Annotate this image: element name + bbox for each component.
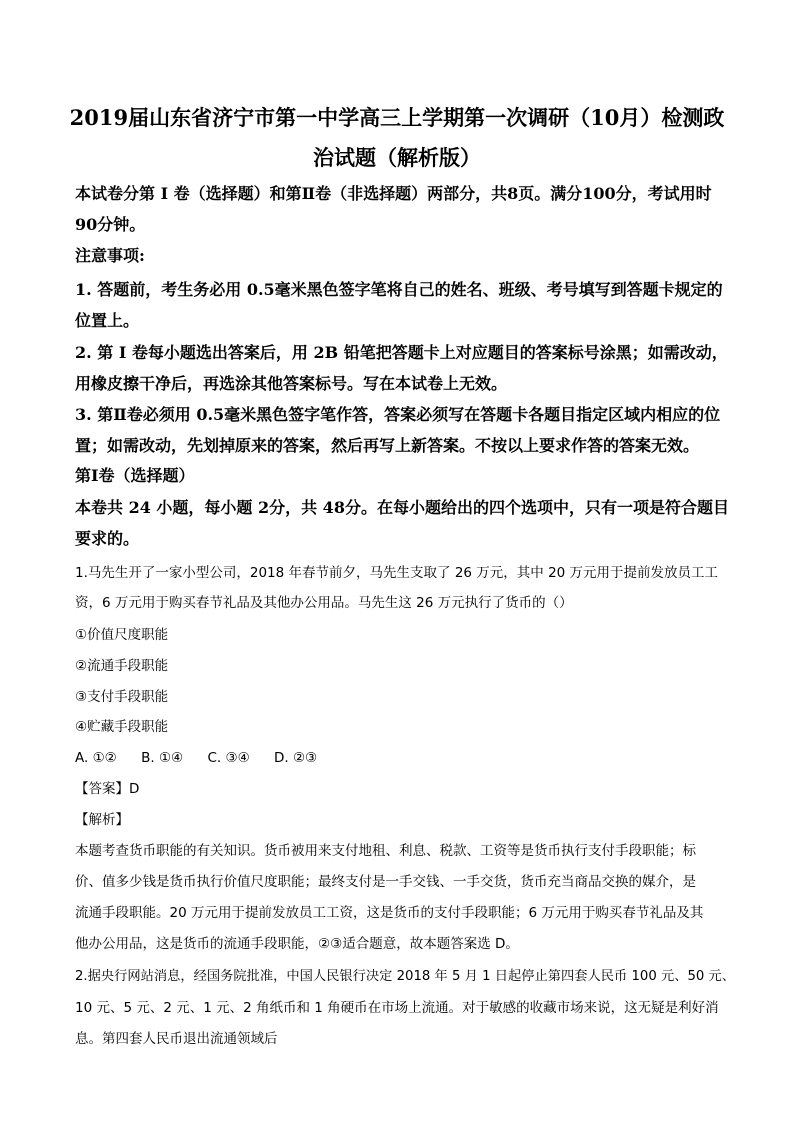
document-title-line-1: 2019届山东省济宁市第一中学高三上学期第一次调研（10月）检测政 (69, 105, 725, 130)
notice-heading: 注意事项: (75, 246, 145, 265)
intro-line: 90分钟。 (75, 215, 146, 234)
option-a: A. ①② (75, 750, 117, 766)
notice-item-3-cont: 置；如需改动，先划掉原来的答案，然后再写上新答案。不按以上要求作答的答案无效。 (75, 436, 700, 455)
question-1-item: ①价值尺度职能 (75, 627, 169, 643)
question-1-analysis: 本题考查货币职能的有关知识。货币被用来支付地租、利息、税款、工资等是货币执行支付手段职能；标 (75, 843, 696, 859)
notice-item-1-cont: 位置上。 (75, 311, 140, 330)
question-1-options (75, 749, 735, 767)
question-2-stem-cont: 息。第四套人民币退出流通领域后 (75, 1031, 278, 1047)
section-heading: 第Ⅰ卷（选择题） (75, 466, 195, 485)
section-instructions: 本卷共 24 小题，每小题 2分，共 48分。在每小题给出的四个选项中，只有一项是符合题目 (75, 498, 729, 517)
option-c: C. ③④ (207, 750, 250, 766)
option-b: B. ①④ (141, 750, 184, 766)
question-1-analysis: 流通手段职能。20 万元用于提前发放员工工资，这是货币的支付手段职能；6 万元用于购买春节礼品及其 (75, 905, 704, 921)
document-title-line-2: 治试题（解析版） (313, 145, 481, 170)
option-d: D. ②③ (273, 750, 318, 766)
question-2-stem-cont: 10 元、5 元、2 元、1 元、2 角纸币和 1 角硬币在市场上流通。对于敏感的收藏市场来说，这无疑是利好消 (75, 1000, 719, 1016)
question-1-analysis: 他办公用品，这是货币的流通手段职能，②③适合题意，故本题答案选 D。 (75, 936, 519, 952)
question-2-stem: 2.据央行网站消息，经国务院批准，中国人民银行决定 2018 年 5 月 1 日起停止第四套人民币 100 元、50 元、 (75, 969, 736, 984)
question-1-stem-cont: 资，6 万元用于购买春节礼品及其他办公用品。马先生这 26 万元执行了货币的（） (75, 595, 573, 611)
question-1-item: ③支付手段职能 (75, 689, 169, 705)
question-1-stem: 1.马先生开了一家小型公司，2018 年春节前夕，马先生支取了 26 万元，其中 20 万元用于提前发放员工工 (75, 565, 719, 581)
question-1-analysis-label: 【解析】 (75, 812, 129, 828)
notice-item-1: 1. 答题前，考生务必用 0.5毫米黑色签字笔将自己的姓名、班级、考号填写到答题卡规定的 (75, 280, 723, 299)
notice-item-3: 3. 第Ⅱ卷必须用 0.5毫米黑色签字笔作答，答案必须写在答题卡各题目指定区域内相应的位 (75, 405, 721, 424)
question-1-analysis: 价、值多少钱是货币执行价值尺度职能；最终支付是一手交钱、一手交货，货币充当商品交换的媒介，是 (75, 874, 696, 890)
question-1-item: ④贮藏手段职能 (75, 719, 169, 735)
question-1-item: ②流通手段职能 (75, 658, 169, 674)
notice-item-2-cont: 用橡皮擦干净后，再选涂其他答案标号。写在本试卷上无效。 (75, 374, 508, 393)
notice-item-2: 2. 第 Ⅰ 卷每小题选出答案后，用 2B 铅笔把答题卡上对应题目的答案标号涂黑；如需改动， (75, 343, 728, 362)
intro-line: 本试卷分第 Ⅰ 卷（选择题）和第Ⅱ卷（非选择题）两部分，共8页。满分100分，考试用时 (75, 184, 712, 203)
question-1-answer: 【答案】D (75, 781, 140, 797)
section-instructions-cont: 要求的。 (75, 529, 140, 548)
